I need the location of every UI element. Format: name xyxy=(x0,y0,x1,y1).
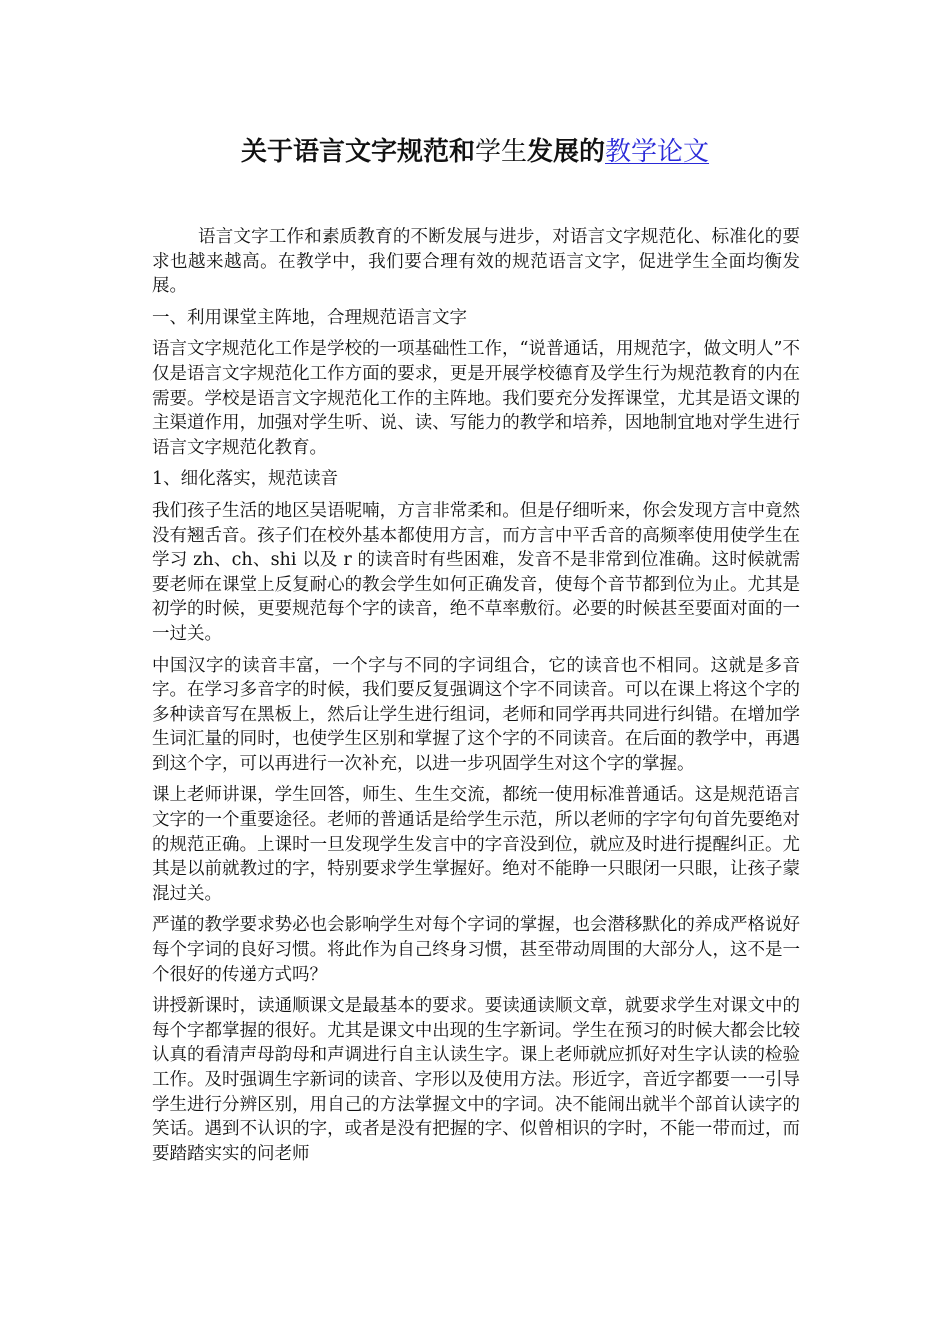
section-heading-1: 一、利用课堂主阵地，合理规范语言文字 xyxy=(152,307,467,328)
title-part-1: 关于语言文字规范和 xyxy=(240,137,475,167)
document-body xyxy=(152,225,800,1173)
paragraph: 讲授新课时，读通顺课文是最基本的要求。要读通读顺文章，就要求学生对课文中的每个字都掌握的很好。尤其是课文中出现的生字新词。学生在预习的时候大都会比较认真的看清声母韵母和声调进行自主认读生字。课上老师就应抓好对生字认读的检验工作。及时强调生字新词的读音、字形以及使用方法。形近字，音近字都要一一引导学生进行分辨区别，用自己的方法掌握文中的字词。决不能闹出就半个部首认读字的笑话。遇到不认识的字，或者是没有把握的字、似曾相识的字时，不能一带而过，而要踏踏实实的问老师 xyxy=(152,996,800,1164)
paragraph: 中国汉字的读音丰富，一个字与不同的字词组合，它的读音也不相同。这就是多音字。在学习多音字的时候，我们要反复强调这个字不同读音。可以在课上将这个字的多种读音写在黑板上，然后让学生进行组词，老师和同学再共同进行纠错。在增加学生词汇量的同时，也使学生区别和掌握了这个字的不同读音。在后面的教学中，再遇到这个字，可以再进行一次补充，以进一步巩固学生对这个字的掌握。 xyxy=(152,655,800,774)
paragraph: 我们孩子生活的地区吴语呢喃，方言非常柔和。但是仔细听来，你会发现方言中竟然没有翘舌音。孩子们在校外基本都使用方言，而方言中平舌音的高频率使用使学生在学习 zh、ch、shi 以及 r 的读音时有些困难，发音不是非常到位准确。这时候就需要老师在课堂上反复耐心的教会学生如何正确发音，使每个音节都到位为止。尤其是初学的时候，更要规范每个字的读音，绝不草率敷衍。必要的时候甚至要面对面的一一过关。 xyxy=(152,500,800,644)
subsection-heading-1: 1、细化落实，规范读音 xyxy=(152,469,339,490)
paragraph: 严谨的教学要求势必也会影响学生对每个字词的掌握，也会潜移默化的养成严格说好每个字词的良好习惯。将此作为自己终身习惯，甚至带动周围的大部分人，这不是一个很好的传递方式吗？ xyxy=(152,915,800,985)
paragraph: 课上老师讲课，学生回答，师生、生生交流，都统一使用标准普通话。这是规范语言文字的一个重要途径。老师的普通话是给学生示范，所以老师的字字句句首先要绝对的规范正确。上课时一旦发现学生发言中的字音没到位，就应及时进行提醒纠正。尤其是以前就教过的字，特别要求学生掌握好。绝对不能睁一只眼闭一只眼，让孩子蒙混过关。 xyxy=(152,785,800,904)
paragraph: 语言文字规范化工作是学校的一项基础性工作，“说普通话，用规范字，做文明人”不仅是语言文字规范化工作方面的要求，更是开展学校德育及学生行为规范教育的内在需要。学校是语言文字规范化工作的主阵地。我们要充分发挥课堂，尤其是语文课的主渠道作用，加强对学生听、说、读、写能力的教学和培养，因地制宜地对学生进行语言文字规范化教育。 xyxy=(152,339,800,458)
intro-paragraph: 语言文字工作和素质教育的不断发展与进步，对语言文字规范化、标准化的要求也越来越高。在教学中，我们要合理有效的规范语言文字，促进学生全面均衡发展。 xyxy=(152,227,800,297)
title-part-3: 发展的 xyxy=(527,137,606,167)
document-title xyxy=(0,134,950,170)
title-part-2: 学生 xyxy=(474,137,527,167)
title-link[interactable]: 教学论文 xyxy=(605,137,710,167)
